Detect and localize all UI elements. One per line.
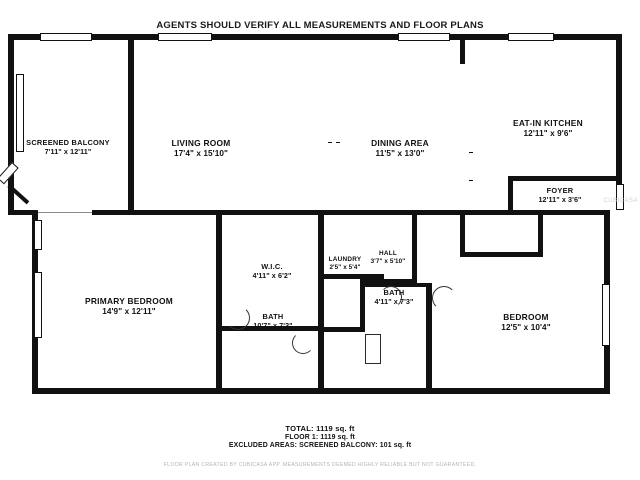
wall-bath-primary-right [318,331,324,394]
window-dining-top [398,33,450,41]
window-kitchen-top [508,33,554,41]
area-totals [0,424,640,449]
room-label-primary-bedroom: PRIMARY BEDROOM 14'9" x 12'11" [85,296,173,316]
wall-balcony-bottom [8,210,38,215]
floor-plan-drawing [8,34,632,404]
window-primary-bedroom-left [34,272,42,338]
room-label-screened-balcony: SCREENED BALCONY 7'11" x 12'11" [26,138,110,157]
dining-wall-tick-3 [328,142,332,143]
excluded-area: EXCLUDED AREAS: SCREENED BALCONY: 101 sq. ft [228,442,412,449]
room-label-hall: HALL 3'7" x 5'10" [370,250,406,265]
window-primary-bedroom-upper [34,220,42,250]
room-label-bath-primary: BATH 10'7" x 7'3" [253,312,293,331]
wall-primary-bedroom-right [216,215,222,394]
plan-credit: FLOOR PLAN CREATED BY CUBICASA APP. MEASUREMENTS DEEMED HIGHLY RELIABLE BUT NOT GUARANTEED. [163,462,477,468]
wall-bedroom2-closet-div [538,215,543,257]
wall-interior-mid-horizontal [92,210,604,215]
dining-wall-tick-2 [469,180,473,181]
room-label-eat-in-kitchen: EAT-IN KITCHEN 12'11" x 9'6" [513,118,583,138]
wall-hall-right [412,215,417,283]
wall-living-room-bottom-stub [92,210,134,215]
wall-balcony-right [128,34,134,189]
window-balcony-top [40,33,92,41]
bath2-vanity [365,334,381,364]
window-living-room-top [158,33,212,41]
room-label-dining-area: DINING AREA 11'5" x 13'0" [371,138,429,158]
watermark-label: CUBICASA [603,198,638,204]
room-label-living-room: LIVING ROOM 17'4" x 15'10" [171,138,231,158]
wall-bedroom2-left-upper [460,215,465,257]
wall-laundry-bottom [324,327,365,332]
room-label-bedroom: BEDROOM 12'5" x 10'4" [501,312,551,332]
room-label-laundry: LAUNDRY 2'5" x 5'4" [328,256,362,271]
door-swing-bath-primary [292,332,314,354]
wall-bedroom2-closet-top [460,252,542,257]
room-label-wic: W.I.C. 4'11" x 6'2" [252,262,292,281]
page-disclaimer: AGENTS SHOULD VERIFY ALL MEASUREMENTS AND FLOOR PLANS [156,20,484,31]
wall-foyer-top [508,176,622,181]
total-area: TOTAL: 1119 sq. ft [285,424,355,433]
dining-wall-tick-1 [469,152,473,153]
floor-area: FLOOR 1: 1119 sq. ft [284,434,355,441]
kitchen-counter [454,210,510,214]
wall-dining-kitchen-divider [460,34,465,56]
room-label-bath-secondary: BATH 4'11" x 7'3" [374,288,414,307]
room-label-foyer: FOYER 12'11" x 3'6" [538,186,582,205]
wall-balcony-edge-line [32,212,94,213]
